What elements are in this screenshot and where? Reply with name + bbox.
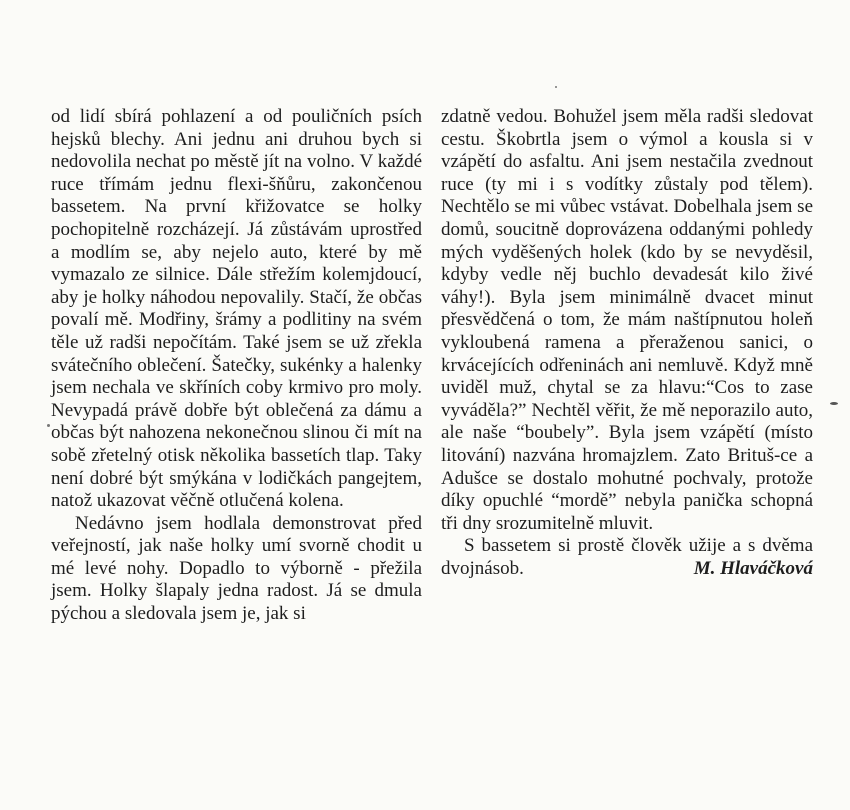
left-column (51, 106, 422, 626)
scan-speck (47, 424, 50, 427)
right-column (441, 106, 813, 580)
right-paragraph-2 (441, 535, 813, 580)
author-signature: M. Hlaváčková (693, 557, 813, 579)
right-paragraph-1: zdatně vedou. Bohužel jsem měla radši sledovat cestu. Škobrtla jsem o výmol a kousla si v vzápětí do asfaltu. Ani jsem nestačila zvednout ruce (ty mi i s vodítky zůstaly pod tělem). Nechtělo se mi vůbec vstávat. Dobelhala jsem se domů, soucitně doprovázena oddanými pohledy mých vyděšených holek (kdo by se nevyděsil, kdyby vedle něj buchlo devadesát kilo živé váhy!). Byla jsem minimálně dvacet minut přesvědčená o tom, že mám naštípnutou holeň vykloubená ramena a přeraženou sanici, o krvácejících odřeninách ani nemluvě. Když mně uviděl muž, chytal se za hlavu:“Cos to zase vyváděla?” Nechtěl věřit, že mě neporazilo auto, ale naše “boubely”. Byla jsem vzápětí (místo litování) nazvána hromajzlem. Zato Brituš-ce a Adušce se dostalo mohutné pochvaly, protože díky opuchlé “mordě” nebyla panička schopná tři dny srozumitelně mluvit. (441, 106, 813, 534)
scan-speck (830, 402, 838, 405)
closing-sentence: S bassetem si prostě člověk užije a s dvěma dvojnásob. (441, 535, 813, 579)
left-paragraph-1: od lidí sbírá pohlazení a od pouličních psích hejsků blechy. Ani jednu ani druhou bych si nedovolila nechat po městě jít na volno. V každé ruce třímám jednu flexi-šňůru, zakončenou bassetem. Na první křižovatce se holky pochopitelně rozcházejí. Já zůstávám uprostřed a modlím se, aby nejelo auto, které by mě vymazalo ze silnice. Dále střežím kolemjdoucí, aby je holky náhodou nepovalily. Stačí, že občas povalí mě. Modřiny, šrámy a podlitiny na svém těle už radši nepočítám. Také jsem se už zřekla svátečního oblečení. Šatečky, sukénky a halenky jsem nechala ve skříních coby krmivo pro moly. Nevypadá právě dobře být oblečená za dámu a občas být nahozena nekonečnou slinou či mít na sobě zřetelný otisk několika bassetích tlap. Taky není dobré být smýkána v lodičkách pangejtem, natož ukazovat věčně otlučená kolena. (51, 106, 422, 512)
left-paragraph-2: Nedávno jsem hodlala demonstrovat před veřejností, jak naše holky umí svorně chodit u mé levé nohy. Dopadlo to výborně - přežila jsem. Holky šlapaly jedna radost. Já se dmula pýchou a sledovala jsem je, jak si (51, 512, 422, 625)
scan-speck (555, 86, 557, 88)
